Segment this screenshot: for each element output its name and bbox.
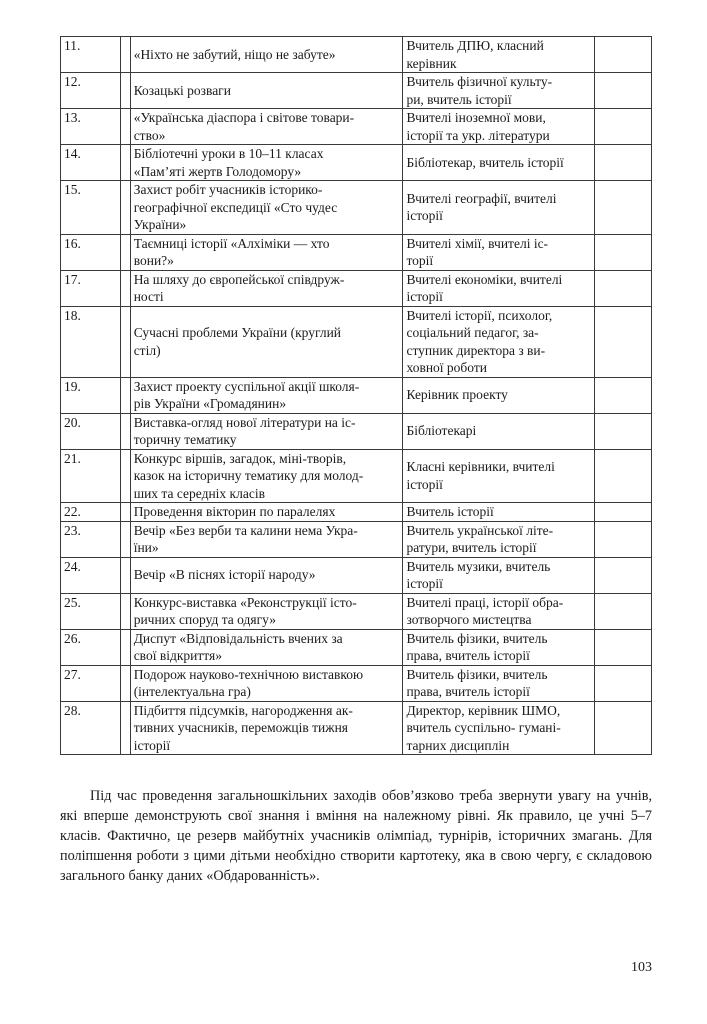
responsible-persons: Бібліотекар, вчитель історії <box>406 154 564 170</box>
empty-cell <box>595 593 652 629</box>
responsible-cell <box>403 557 595 593</box>
table-row <box>61 413 652 449</box>
row-number: 12. <box>61 73 121 109</box>
body-paragraph: Під час проведення загальношкільних заходів обов’язково треба звернути увагу на учнів, які вперше демонструють свої знання і вміння на належному рівні. Як правило, це учні 5–7 класів. Фактично, це резерв майбутніх учасників олімпіад, турнірів, історичних змагань. Для поліпшення роботи з цими дітьми необхідно створити картотеку, яка в свою чергу, є складовою загального банку даних «Обдарованність». <box>60 788 652 884</box>
event-title-cell <box>130 234 403 270</box>
event-title-cell <box>130 521 403 557</box>
responsible-cell <box>403 73 595 109</box>
responsible-cell <box>403 270 595 306</box>
empty-cell <box>120 521 130 557</box>
row-number: 18. <box>61 306 121 377</box>
responsible-persons: Класні керівники, вчителі історії <box>406 459 555 492</box>
event-title: Вечір «В піснях історії народу» <box>133 567 316 583</box>
event-title-cell <box>130 665 403 701</box>
row-number: 27. <box>61 665 121 701</box>
empty-cell <box>595 701 652 755</box>
responsible-cell <box>403 449 595 503</box>
responsible-cell <box>403 629 595 665</box>
responsible-cell <box>403 701 595 755</box>
event-title: Подорож науково-технічною виставкою (інтелектуальна гра) <box>133 666 364 699</box>
empty-cell <box>595 37 652 73</box>
empty-cell <box>595 377 652 413</box>
row-number: 19. <box>61 377 121 413</box>
table-row <box>61 557 652 593</box>
event-title-cell <box>130 629 403 665</box>
responsible-persons: Вчителі історії, психолог, соціальний педагог, за- ступник директора з ви- ховної роботи <box>406 307 553 375</box>
event-title-cell <box>130 306 403 377</box>
empty-cell <box>120 377 130 413</box>
event-title: Виставка-огляд нової літератури на іс- торичну тематику <box>133 414 356 447</box>
empty-cell <box>595 145 652 181</box>
empty-cell <box>120 306 130 377</box>
responsible-cell <box>403 521 595 557</box>
event-title: Підбиття підсумків, нагородження ак- тивних учасників, переможців тижня історії <box>133 702 353 753</box>
event-title: «Українська діаспора і світове товари- ство» <box>133 110 355 143</box>
table-row <box>61 521 652 557</box>
table-row <box>61 629 652 665</box>
empty-cell <box>120 413 130 449</box>
responsible-persons: Вчитель ДПЮ, класний керівник <box>406 38 544 71</box>
event-title: Захист робіт учасників історико- географічної експедиції «Сто чудес України» <box>133 182 338 232</box>
row-number: 16. <box>61 234 121 270</box>
empty-cell <box>595 181 652 235</box>
responsible-persons: Вчителі економіки, вчителі історії <box>406 271 563 304</box>
table-row <box>61 181 652 235</box>
event-title-cell <box>130 413 403 449</box>
row-number: 25. <box>61 593 121 629</box>
empty-cell <box>595 109 652 145</box>
responsible-cell <box>403 181 595 235</box>
responsible-persons: Вчитель української літе- ратури, вчитель історії <box>406 522 554 555</box>
responsible-cell <box>403 593 595 629</box>
row-number: 14. <box>61 145 121 181</box>
empty-cell <box>595 449 652 503</box>
event-title: На шляху до європейської співдруж- ності <box>133 271 345 304</box>
empty-cell <box>595 270 652 306</box>
empty-cell <box>595 503 652 522</box>
empty-cell <box>120 701 130 755</box>
responsible-persons: Вчитель історії <box>406 504 494 519</box>
table-row <box>61 109 652 145</box>
table-row <box>61 665 652 701</box>
responsible-cell <box>403 503 595 522</box>
event-title-cell <box>130 145 403 181</box>
event-title: Сучасні проблеми України (круглий стіл) <box>133 325 342 358</box>
responsible-persons: Керівник проекту <box>406 387 508 403</box>
row-number: 20. <box>61 413 121 449</box>
row-number: 28. <box>61 701 121 755</box>
event-title-cell <box>130 37 403 73</box>
responsible-persons: Вчитель фізики, вчитель права, вчитель історії <box>406 630 548 663</box>
responsible-persons: Вчитель фізики, вчитель права, вчитель історії <box>406 666 548 699</box>
table-row <box>61 73 652 109</box>
event-title-cell <box>130 449 403 503</box>
row-number: 17. <box>61 270 121 306</box>
row-number: 11. <box>61 37 121 73</box>
event-title: Бібліотечні уроки в 10–11 класах «Пам’яті жертв Голодомору» <box>133 146 324 179</box>
empty-cell <box>595 234 652 270</box>
empty-cell <box>120 557 130 593</box>
empty-cell <box>595 557 652 593</box>
empty-cell <box>120 181 130 235</box>
row-number: 22. <box>61 503 121 522</box>
responsible-persons: Вчителі географії, вчителі історії <box>406 190 557 224</box>
empty-cell <box>595 521 652 557</box>
empty-cell <box>595 665 652 701</box>
empty-cell <box>120 665 130 701</box>
empty-cell <box>120 629 130 665</box>
event-title: Захист проекту суспільної акції школя- рів України «Громадянин» <box>133 378 360 411</box>
table-row <box>61 377 652 413</box>
table-row <box>61 37 652 73</box>
table-row <box>61 449 652 503</box>
responsible-cell <box>403 306 595 377</box>
table-row <box>61 270 652 306</box>
empty-cell <box>120 234 130 270</box>
empty-cell <box>120 449 130 503</box>
responsible-cell <box>403 377 595 413</box>
responsible-cell <box>403 37 595 73</box>
table-row <box>61 503 652 522</box>
empty-cell <box>120 109 130 145</box>
event-title-cell <box>130 701 403 755</box>
empty-cell <box>120 270 130 306</box>
empty-cell <box>120 593 130 629</box>
responsible-cell <box>403 665 595 701</box>
empty-cell <box>120 503 130 522</box>
table-row <box>61 306 652 377</box>
responsible-persons: Бібліотекарі <box>406 423 477 439</box>
responsible-persons: Вчителі іноземної мови, історії та укр. літератури <box>406 110 550 143</box>
row-number: 21. <box>61 449 121 503</box>
responsible-cell <box>403 145 595 181</box>
event-title: Проведення вікторин по паралелях <box>133 504 336 519</box>
row-number: 24. <box>61 557 121 593</box>
event-title-cell <box>130 557 403 593</box>
table-row <box>61 145 652 181</box>
event-title: Конкурс-виставка «Реконструкції істо- ричних споруд та одягу» <box>133 594 357 627</box>
responsible-persons: Директор, керівник ШМО, вчитель суспільно- гуманi- тарних дисциплін <box>406 702 561 753</box>
event-title: Козацькі розваги <box>133 82 231 98</box>
empty-cell <box>595 306 652 377</box>
events-table-body <box>61 37 652 755</box>
event-title-cell <box>130 270 403 306</box>
event-title-cell <box>130 593 403 629</box>
row-number: 26. <box>61 629 121 665</box>
event-title-cell <box>130 109 403 145</box>
table-row <box>61 701 652 755</box>
row-number: 15. <box>61 181 121 235</box>
responsible-persons: Вчителі хімії, вчителі іс- торії <box>406 235 549 268</box>
responsible-persons: Вчителі праці, історії обра- зотворчого мистецтва <box>406 594 564 627</box>
responsible-cell <box>403 234 595 270</box>
event-title: Таємниці історії «Алхіміки — хто вони?» <box>133 235 330 268</box>
event-title-cell <box>130 503 403 522</box>
row-number: 23. <box>61 521 121 557</box>
event-title-cell <box>130 181 403 235</box>
responsible-persons: Вчитель фізичної культу- ри, вчитель історії <box>406 74 553 107</box>
event-title: Конкурс віршів, загадок, міні-творів, казок на історичну тематику для молод- ших та середніх класів <box>133 450 364 501</box>
row-number: 13. <box>61 109 121 145</box>
event-title: «Ніхто не забутий, ніщо не забуте» <box>133 46 336 62</box>
event-title: Вечір «Без верби та калини нема Укра- їни» <box>133 522 358 555</box>
events-table <box>60 36 652 755</box>
empty-cell <box>120 73 130 109</box>
responsible-persons: Вчитель музики, вчитель історії <box>406 558 551 591</box>
empty-cell <box>595 629 652 665</box>
event-title: Диспут «Відповідальність вчених за свої відкриття» <box>133 630 343 663</box>
responsible-cell <box>403 413 595 449</box>
empty-cell <box>120 145 130 181</box>
event-title-cell <box>130 377 403 413</box>
table-row <box>61 234 652 270</box>
empty-cell <box>595 413 652 449</box>
page-number: 103 <box>631 960 652 975</box>
event-title-cell <box>130 73 403 109</box>
empty-cell <box>595 73 652 109</box>
empty-cell <box>120 37 130 73</box>
responsible-cell <box>403 109 595 145</box>
table-row <box>61 593 652 629</box>
